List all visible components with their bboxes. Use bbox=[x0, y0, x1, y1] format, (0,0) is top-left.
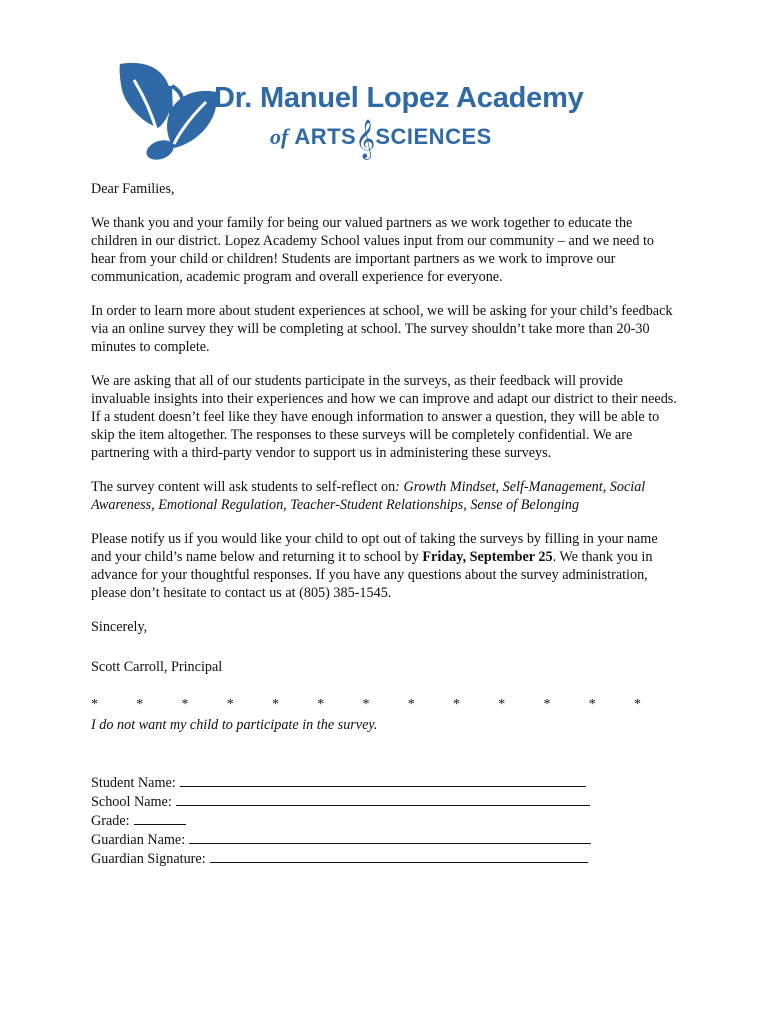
student-name-label: Student Name: bbox=[91, 775, 176, 791]
asterisk: * bbox=[407, 697, 415, 712]
paragraph-1: We thank you and your family for being our valued partners as we work together to educate the children in our district. Lopez Academy School values input from our community – and we need to hear from your child or children! Students are important partners as we work to improve our communication, academic program and overall experience for everyone. bbox=[91, 215, 655, 285]
asterisk: * bbox=[317, 697, 325, 712]
asterisk: * bbox=[634, 697, 641, 712]
asterisk: * bbox=[588, 697, 596, 712]
grade-label: Grade: bbox=[91, 813, 130, 829]
asterisk: * bbox=[91, 697, 98, 712]
tagline-of: of bbox=[270, 124, 289, 149]
optout-instructions: Please notify us if you would like your child to opt out of taking the surveys by filling in your name and your child’s name below and returning it to school by bbox=[91, 531, 658, 565]
treble-clef-icon: 𝄞 bbox=[355, 119, 376, 159]
guardian-name-row bbox=[91, 830, 681, 849]
school-name-label: School Name: bbox=[91, 794, 172, 810]
student-name-field[interactable] bbox=[180, 773, 586, 787]
separator-asterisks bbox=[91, 696, 641, 714]
optout-contact: . We thank you in advance for your thoughtful responses. If you have any questions about the survey administration, please don’t hesitate to contact us at (805) 385-1545. bbox=[91, 549, 653, 601]
optout-form bbox=[91, 773, 681, 868]
letter-body bbox=[91, 180, 681, 868]
student-name-row bbox=[91, 773, 681, 792]
optout-statement: I do not want my child to participate in the survey. bbox=[91, 717, 378, 733]
guardian-signature-label: Guardian Signature: bbox=[91, 851, 206, 867]
tagline-arts: ARTS bbox=[294, 124, 357, 149]
asterisk: * bbox=[272, 697, 279, 712]
survey-topics-lead: The survey content will ask students to self-reflect on bbox=[91, 479, 396, 495]
guardian-name-field[interactable] bbox=[189, 830, 591, 844]
asterisk: * bbox=[181, 697, 189, 712]
asterisk: * bbox=[453, 697, 460, 712]
school-logo bbox=[112, 56, 592, 168]
closing: Sincerely, bbox=[91, 619, 148, 635]
grade-row bbox=[91, 811, 681, 830]
school-tagline bbox=[270, 119, 492, 159]
paragraph-5 bbox=[91, 530, 681, 602]
guardian-name-label: Guardian Name: bbox=[91, 832, 186, 848]
school-name-row bbox=[91, 792, 681, 811]
paragraph-3: We are asking that all of our students participate in the surveys, as their feedback will provide invaluable insights into their experiences and how we can improve and adapt our district to their needs. If a student doesn’t feel like they have enough information to answer a question, they will be able to skip the item altogether. The responses to these surveys will be completely confidential. We are partnering with a third-party vendor to support us in administering these surveys. bbox=[91, 373, 677, 461]
asterisk: * bbox=[498, 697, 506, 712]
asterisk: * bbox=[362, 697, 370, 712]
guardian-signature-row bbox=[91, 849, 681, 868]
school-name: Dr. Manuel Lopez Academy bbox=[214, 82, 584, 114]
salutation: Dear Families, bbox=[91, 181, 175, 197]
grade-field[interactable] bbox=[134, 811, 186, 825]
asterisk: * bbox=[543, 697, 551, 712]
deadline-date: Friday, September 25 bbox=[422, 549, 553, 565]
guardian-signature-field[interactable] bbox=[210, 849, 588, 863]
tagline-sciences: SCIENCES bbox=[375, 124, 492, 149]
signature: Scott Carroll, Principal bbox=[91, 659, 223, 675]
leaf-music-note-logo-icon bbox=[112, 56, 220, 164]
asterisk: * bbox=[136, 697, 144, 712]
paragraph-4 bbox=[91, 478, 681, 514]
paragraph-2: In order to learn more about student experiences at school, we will be asking for your child’s feedback via an online survey they will be completing at school. The survey shouldn’t take more than 20-30 minutes to complete. bbox=[91, 303, 673, 355]
survey-topics: : Growth Mindset, Self-Management, Social Awareness, Emotional Regulation, Teacher-Student Relationships, Sense of Belonging bbox=[91, 479, 646, 513]
school-name-field[interactable] bbox=[176, 792, 590, 806]
asterisk: * bbox=[226, 697, 234, 712]
